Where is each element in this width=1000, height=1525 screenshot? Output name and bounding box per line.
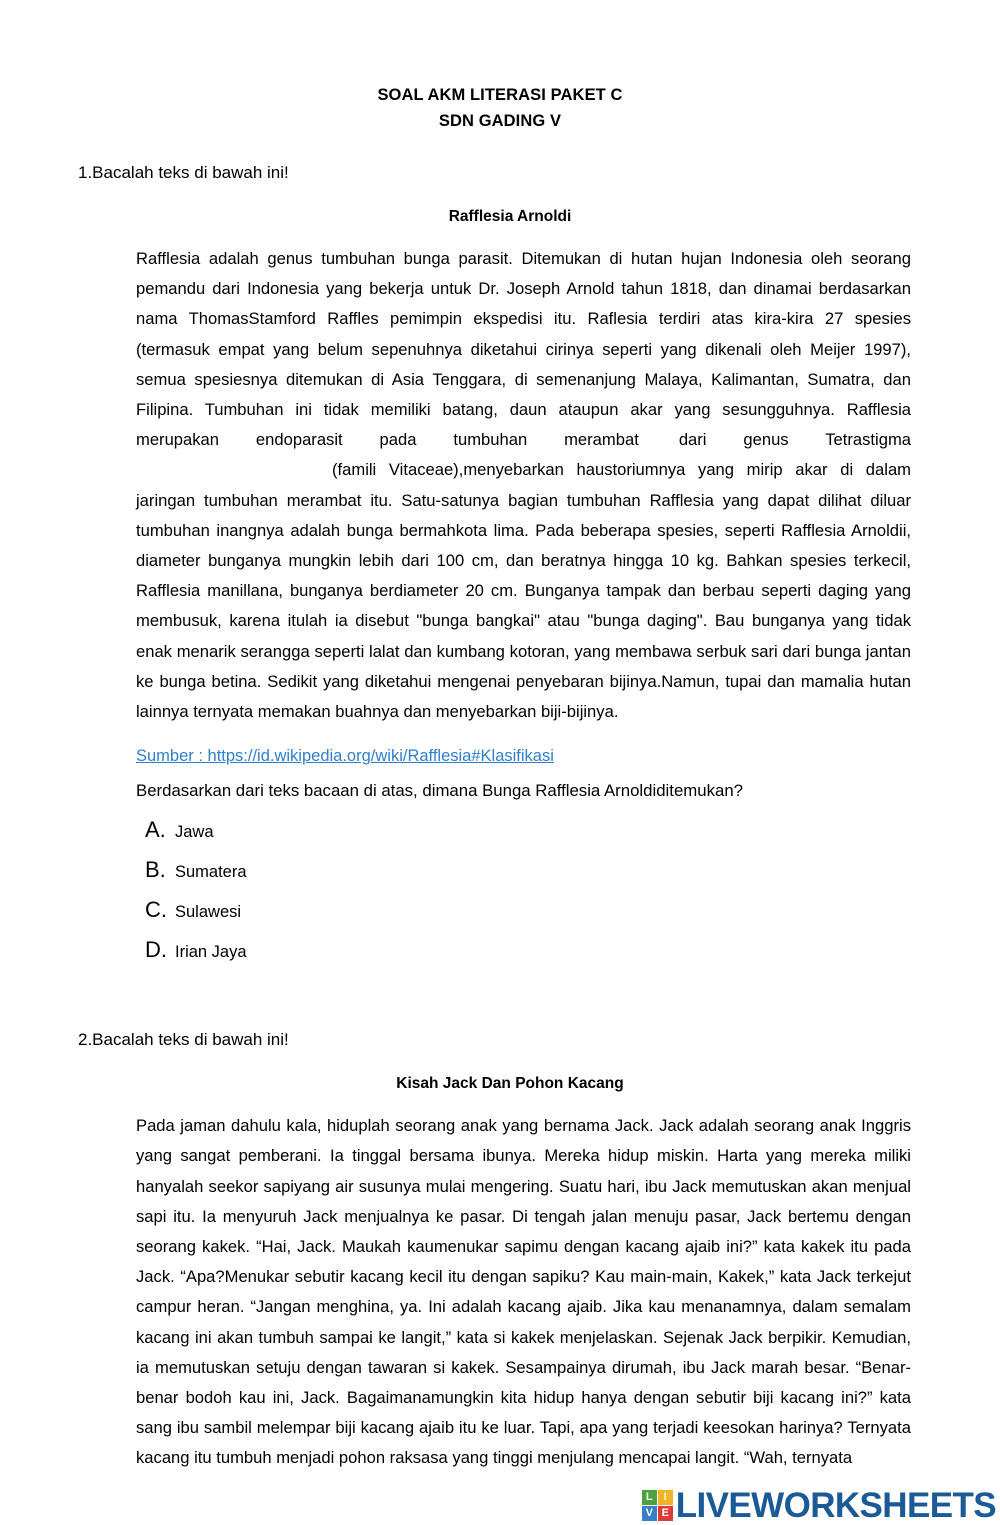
document-title-line2: SDN GADING V xyxy=(438,112,562,130)
passage-1-part1: Rafflesia adalah genus tumbuhan bunga parasit. Ditemukan di hutan hujan Indonesia oleh seorang pemandu dari Indonesia yang bekerja untuk Dr. Joseph Arnold tahun 1818, dan dinamai berdasarkan nama ThomasStamford Raffles pemimpin ekspedisi itu. Raflesia terdiri atas kira-kira 27 spesies (termasuk empat yang belum sepenuhnya diketahui cirinya seperti yang dikenali oleh Meijer 1997), semua spesiesnya ditemukan di Asia Tenggara, di semenanjung Malaya, Kalimantan, Sumatra, dan Filipina. Tumbuhan ini tidak memiliki batang, daun ataupun akar yang sesungguhnya. Rafflesia merupakan endoparasit pada tumbuhan merambat xyxy=(136,249,911,450)
live-tile-v: V xyxy=(642,1506,657,1521)
live-tile-i: I xyxy=(658,1490,673,1505)
option-c[interactable] xyxy=(145,899,1000,923)
live-tiles-icon xyxy=(642,1490,673,1521)
passage-1-part2: (famili Vitaceae),menyebarkan haustoriumnya yang mirip akar di dalam jaringan tumbuhan merambat itu. Satu-satunya bagian tumbuhan Rafflesia yang dapat dilihat diluar tumbuhan inangnya adalah bunga bermahkota lima. Pada beberapa spesies, seperti Rafflesia Arnoldii, diameter bunganya mungkin lebih dari 100 cm, dan beratnya hingga 10 kg. Bahkan spesies terkecil, Rafflesia manillana, bunganya berdiameter 20 cm. Bunganya tampak dan berbau seperti daging yang membusuk, karena itulah ia disebut "bunga bangkai" atau "bunga daging". Bau bunganya yang tidak enak menarik serangga seperti lalat dan kumbang kotoran, yang membawa serbuk sari dari bunga jantan ke bunga betina. Sedikit yang diketahui mengenai penyebaran bijinya.Namun, tupai dan mamalia hutan lainnya ternyata memakan buahnya dan menyebarkan biji-bijinya. xyxy=(136,460,911,722)
passage-title-2: Kisah Jack Dan Pohon Kacang xyxy=(396,1075,624,1093)
option-a[interactable] xyxy=(145,819,1000,843)
passage-2-text: Pada jaman dahulu kala, hiduplah seorang anak yang bernama Jack. Jack adalah seorang anak Inggris yang sangat pemberani. Ia tinggal bersama ibunya. Mereka hidup miskin. Harta yang mereka miliki hanyalah seekor sapiyang air susunya mulai mengering. Suatu hari, ibu Jack memutuskan akan menjual sapi itu. Ia menyuruh Jack menjualnya ke pasar. Di tengah jalan menuju pasar, Jack bertemu dengan seorang kakek. “Hai, Jack. Maukah kaumenukar sapimu dengan kacang ajaib ini?” kata kakek itu pada Jack. “Apa?Menukar sebutir kacang kecil itu dengan sapiku? Kau main-main, Kakek,” kata Jack terkejut campur heran. “Jangan menghina, ya. Ini adalah kacang ajaib. Jika kau menanamnya, dalam semalam kacang ini akan tumbuh sampai ke langit,” kata si kakek menjelaskan. Sejenak Jack berpikir. Kemudian, ia memutuskan setuju dengan tawaran si kakek. Sesampainya dirumah, ibu Jack marah besar. “Benar-benar bodoh kau ini, Jack. Bagaimanamungkin kita hidup hanya dengan sebutir biji kacang ini?” kata sang ibu sambil melempar biji kacang ajaib itu ke luar. Tapi, apa yang terjadi keesokan harinya? Ternyata kacang itu tumbuh menjadi pohon raksasa yang tinggi menjulang mencapai langit. “Wah, ternyata xyxy=(136,1116,911,1468)
source-link-1[interactable]: Sumber : https://id.wikipedia.org/wiki/Rafflesia#Klasifikasi xyxy=(136,747,554,766)
instruction-1: 1.Bacalah teks di bawah ini! xyxy=(78,163,289,182)
document-header xyxy=(0,0,1000,134)
option-c-letter: C. xyxy=(145,897,167,923)
question-prompt-1: Berdasarkan dari teks bacaan di atas, dimana Bunga Rafflesia Arnoldiditemukan? xyxy=(136,781,743,801)
liveworksheets-logo xyxy=(642,1488,996,1523)
question-spacer xyxy=(0,979,1000,1029)
document-title-line1: SOAL AKM LITERASI PAKET C xyxy=(377,86,623,104)
option-b-letter: B. xyxy=(145,857,166,883)
option-c-label: Sulawesi xyxy=(175,903,242,922)
option-a-letter: A. xyxy=(145,817,166,843)
instruction-2: 2.Bacalah teks di bawah ini! xyxy=(78,1030,289,1050)
option-d-label: Irian Jaya xyxy=(175,943,247,962)
option-d-letter: D. xyxy=(145,937,167,963)
passage-body-2 xyxy=(136,1111,911,1473)
passage-title-1: Rafflesia Arnoldi xyxy=(448,208,572,225)
options-list-1 xyxy=(145,819,1000,963)
option-b[interactable] xyxy=(145,859,1000,883)
passage-1-gap2-word: Tetrastigma xyxy=(825,430,911,450)
passage-1-gap1-word: dari genus xyxy=(678,430,789,450)
passage-body-1 xyxy=(136,244,911,727)
liveworksheets-wordmark: LIVEWORKSHEETS xyxy=(675,1486,996,1525)
option-d[interactable] xyxy=(145,939,1000,963)
option-b-label: Sumatera xyxy=(175,863,247,882)
live-tile-l: L xyxy=(642,1490,657,1505)
option-a-label: Jawa xyxy=(175,823,214,842)
live-tile-e: E xyxy=(658,1506,673,1521)
